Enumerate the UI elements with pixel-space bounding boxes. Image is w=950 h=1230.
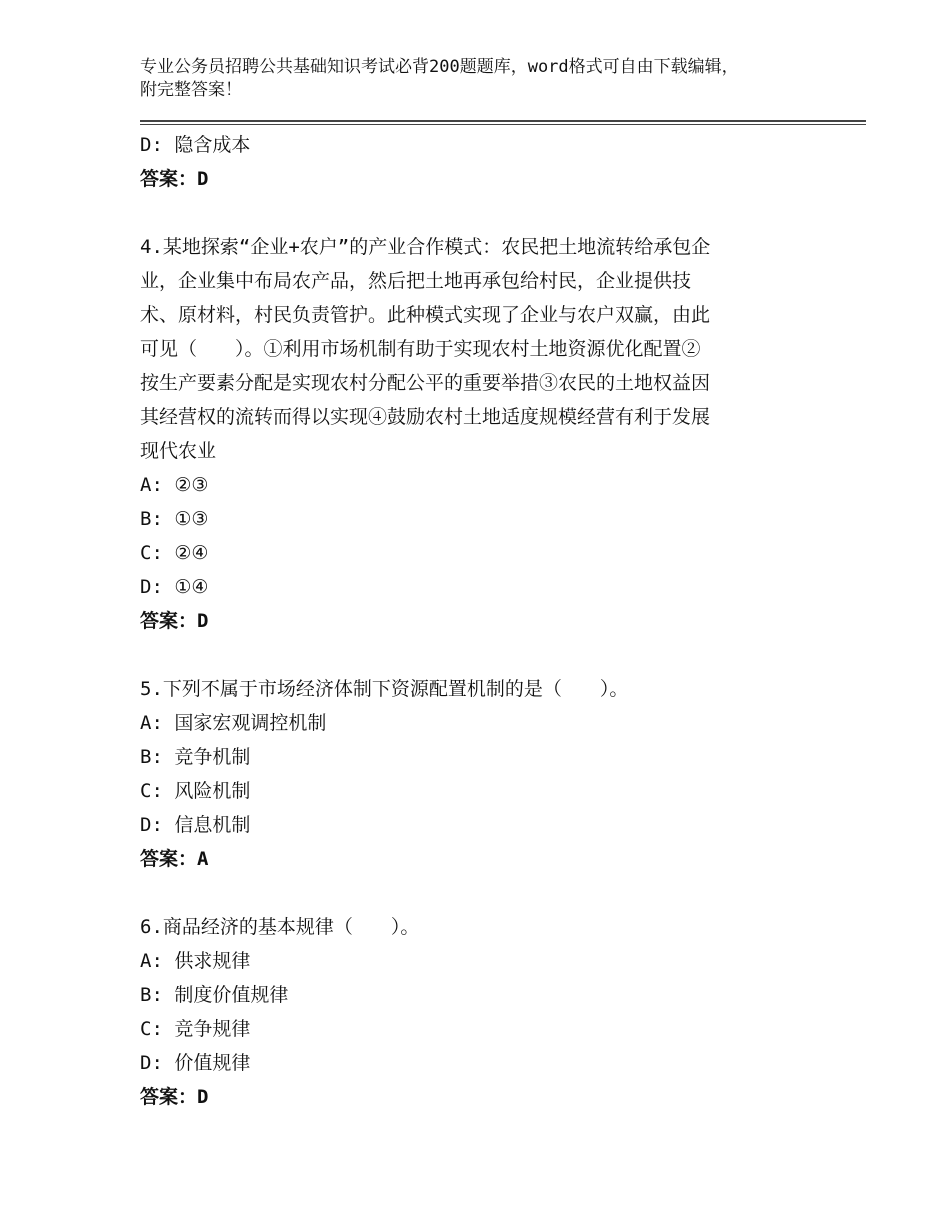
header-divider-thin [140,124,866,125]
question-6 [140,910,820,1114]
option-d: D: 价值规律 [140,1052,251,1074]
question-text-line: 术、原材料，村民负责管护。此种模式实现了企业与农户双赢，由此 [140,304,711,326]
question-4 [140,230,820,638]
question-text: 5.下列不属于市场经济体制下资源配置机制的是（ ）。 [140,678,629,700]
question-text-line: 4.某地探索“企业+农户”的产业合作模式：农民把土地流转给承包企 [140,236,711,258]
header-line-1: 专业公务员招聘公共基础知识考试必背200题题库，word格式可自由下载编辑， [140,57,739,77]
option-a: A: ②③ [140,474,209,496]
question-text-line: 可见（ ）。①利用市场机制有助于实现农村土地资源优化配置② [140,338,701,360]
question-text-line: 现代农业 [140,440,217,462]
question-text-line: 其经营权的流转而得以实现④鼓励农村土地适度规模经营有利于发展 [140,406,711,428]
option-a: A: 供求规律 [140,950,251,972]
option-d: D: 信息机制 [140,814,251,836]
option-b: B: ①③ [140,508,209,530]
question-text: 6.商品经济的基本规律（ ）。 [140,916,420,938]
header-line-2: 附完整答案！ [140,80,242,100]
option-b: B: 竞争机制 [140,746,251,768]
option-d: D: 隐含成本 [140,134,251,156]
answer-label: 答案：D [140,610,209,632]
answer-label: 答案：D [140,168,209,190]
option-a: A: 国家宏观调控机制 [140,712,327,734]
page-header [140,56,840,102]
option-c: C: 竞争规律 [140,1018,251,1040]
question-text-line: 业，企业集中布局农产品，然后把土地再承包给村民，企业提供技 [140,270,692,292]
option-c: C: ②④ [140,542,209,564]
answer-label: 答案：D [140,1086,209,1108]
option-d: D: ①④ [140,576,209,598]
question-3-tail [140,128,820,196]
header-divider [140,120,866,122]
document-body [140,128,820,1114]
option-c: C: 风险机制 [140,780,251,802]
question-text-line: 按生产要素分配是实现农村分配公平的重要举措③农民的土地权益因 [140,372,711,394]
answer-label: 答案：A [140,848,209,870]
question-5 [140,672,820,876]
option-b: B: 制度价值规律 [140,984,289,1006]
